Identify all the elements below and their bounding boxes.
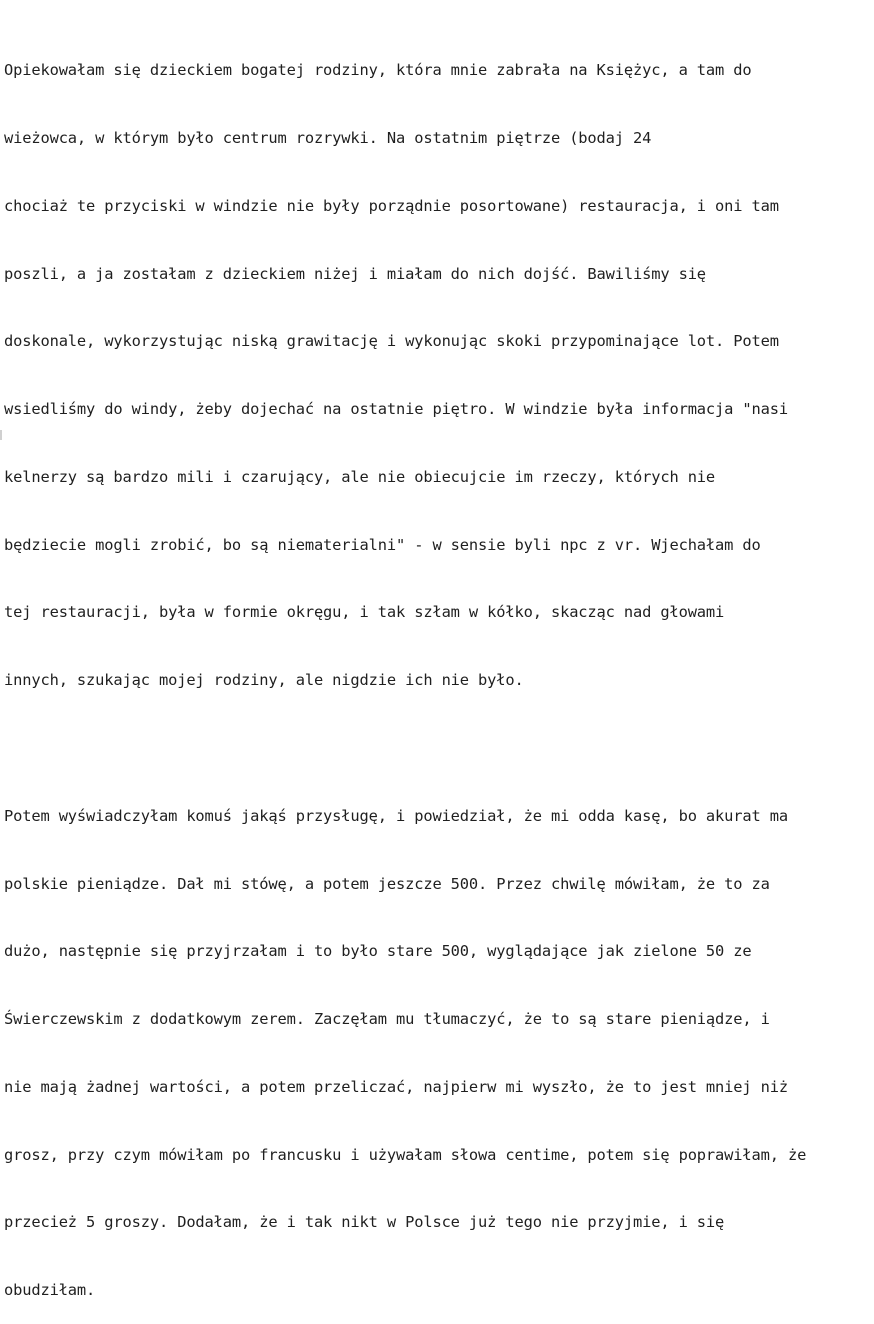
text-line: tej restauracji, była w formie okręgu, i tak szłam w kółko, skacząc nad głowami <box>4 603 725 622</box>
text-line: dużo, następnie się przyjrzałam i to było stare 500, wyglądające jak zielone 50 ze <box>4 942 752 961</box>
text-cursor <box>0 430 2 440</box>
text-line: wieżowca, w którym było centrum rozrywki. Na ostatnim piętrze (bodaj 24 <box>4 128 652 147</box>
text-line: polskie pieniądze. Dał mi stówę, a potem jeszcze 500. Przez chwilę mówiłam, że to za <box>4 874 770 893</box>
text-line: innych, szukając mojej rodziny, ale nigdzie ich nie było. <box>4 671 524 690</box>
text-line: przecież 5 groszy. Dodałam, że i tak nikt w Polsce już tego nie przyjmie, i się <box>4 1213 725 1232</box>
text-line: wsiedliśmy do windy, żeby dojechać na ostatnie piętro. W windzie była informacja "nasi <box>4 400 788 419</box>
text-line: Opiekowałam się dzieckiem bogatej rodziny, która mnie zabrała na Księżyc, a tam do <box>4 61 752 80</box>
text-line: poszli, a ja zostałam z dzieckiem niżej i miałam do nich dojść. Bawiliśmy się <box>4 264 706 283</box>
text-line: kelnerzy są bardzo mili i czarujący, ale nie obiecujcie im rzeczy, których nie <box>4 467 716 486</box>
text-line: grosz, przy czym mówiłam po francusku i używałam słowa centime, potem się poprawiłam, że <box>4 1145 807 1164</box>
text-line: doskonale, wykorzystując niską grawitację i wykonując skoki przypominające lot. Potem <box>4 332 779 351</box>
text-line: obudziłam. <box>4 1281 96 1300</box>
blank-line <box>4 737 872 760</box>
text-line: Potem wyświadczyłam komuś jakąś przysługę, i powiedział, że mi odda kasę, bo akurat ma <box>4 806 788 825</box>
text-document[interactable] <box>4 14 872 1324</box>
text-line: nie mają żadnej wartości, a potem przeliczać, najpierw mi wyszło, że to jest mniej niż <box>4 1077 788 1096</box>
text-line: Świerczewskim z dodatkowym zerem. Zaczęłam mu tłumaczyć, że to są stare pieniądze, i <box>4 1010 770 1029</box>
text-line: chociaż te przyciski w windzie nie były porządnie posortowane) restauracja, i oni tam <box>4 196 779 215</box>
text-line: będziecie mogli zrobić, bo są niematerialni" - w sensie byli npc z vr. Wjechałam do <box>4 535 761 554</box>
